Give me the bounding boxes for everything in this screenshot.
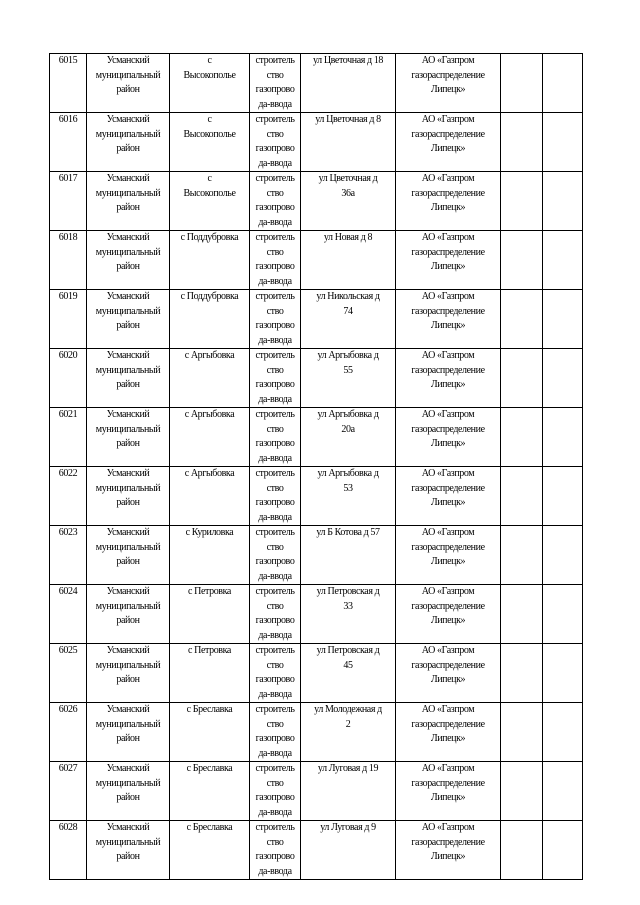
row-number-cell <box>50 408 87 467</box>
organization-text: АО «Газпром газораспределение Липецк» <box>411 586 485 626</box>
row-number-text: 6019 <box>58 291 78 302</box>
work-type-text: строитель ство газопрово да-ввода <box>255 232 295 287</box>
work-type-cell <box>250 172 301 231</box>
organization-cell <box>396 703 501 762</box>
row-number-text: 6021 <box>58 409 78 420</box>
settlement-cell <box>170 703 250 762</box>
table-row <box>50 113 583 172</box>
settlement-cell <box>170 526 250 585</box>
table-row <box>50 290 583 349</box>
district-text: Усманский муниципальный район <box>95 822 161 862</box>
work-type-cell <box>250 290 301 349</box>
organization-cell <box>396 290 501 349</box>
gas-connection-table <box>49 53 583 880</box>
organization-text: АО «Газпром газораспределение Липецк» <box>411 409 485 449</box>
empty-cell <box>501 762 543 821</box>
empty-cell <box>543 762 583 821</box>
table-row <box>50 762 583 821</box>
district-text: Усманский муниципальный район <box>95 232 161 272</box>
address-text: ул Цветочная д 36а <box>318 173 378 199</box>
settlement-text: с Поддубровка <box>180 291 239 302</box>
work-type-text: строитель ство газопрово да-ввода <box>255 55 295 110</box>
row-number-cell <box>50 172 87 231</box>
district-text: Усманский муниципальный район <box>95 763 161 803</box>
work-type-text: строитель ство газопрово да-ввода <box>255 704 295 759</box>
work-type-text: строитель ство газопрово да-ввода <box>255 586 295 641</box>
address-text: ул Луговая д 9 <box>320 822 376 833</box>
work-type-text: строитель ство газопрово да-ввода <box>255 409 295 464</box>
work-type-cell <box>250 349 301 408</box>
empty-cell <box>501 526 543 585</box>
organization-cell <box>396 467 501 526</box>
address-text: ул Луговая д 19 <box>317 763 379 774</box>
empty-cell <box>543 113 583 172</box>
address-text: ул Цветочная д 18 <box>312 55 384 66</box>
address-cell <box>301 762 396 821</box>
settlement-text: с Поддубровка <box>180 232 239 243</box>
empty-cell <box>543 644 583 703</box>
empty-cell <box>501 585 543 644</box>
district-text: Усманский муниципальный район <box>95 55 161 95</box>
row-number-cell <box>50 54 87 113</box>
settlement-text: с Аргыбовка <box>184 350 235 361</box>
empty-cell <box>501 113 543 172</box>
row-number-text: 6024 <box>58 586 78 597</box>
empty-cell <box>501 172 543 231</box>
work-type-cell <box>250 703 301 762</box>
settlement-text: с Высокополье <box>183 114 236 140</box>
organization-cell <box>396 526 501 585</box>
empty-cell <box>501 349 543 408</box>
district-text: Усманский муниципальный район <box>95 114 161 154</box>
work-type-text: строитель ство газопрово да-ввода <box>255 763 295 818</box>
settlement-text: с Высокополье <box>183 55 236 81</box>
address-cell <box>301 54 396 113</box>
district-cell <box>87 526 170 585</box>
table-row <box>50 349 583 408</box>
address-text: ул Аргыбовка д 53 <box>317 468 379 494</box>
district-cell <box>87 113 170 172</box>
district-cell <box>87 585 170 644</box>
settlement-text: с Аргыбовка <box>184 468 235 479</box>
settlement-cell <box>170 349 250 408</box>
address-cell <box>301 526 396 585</box>
district-cell <box>87 290 170 349</box>
row-number-cell <box>50 762 87 821</box>
table-row <box>50 467 583 526</box>
work-type-text: строитель ство газопрово да-ввода <box>255 822 295 877</box>
empty-cell <box>543 54 583 113</box>
work-type-cell <box>250 408 301 467</box>
table-row <box>50 54 583 113</box>
settlement-cell <box>170 54 250 113</box>
row-number-text: 6028 <box>58 822 78 833</box>
address-text: ул Б Котова д 57 <box>316 527 380 538</box>
organization-cell <box>396 231 501 290</box>
row-number-text: 6027 <box>58 763 78 774</box>
work-type-cell <box>250 762 301 821</box>
settlement-cell <box>170 821 250 880</box>
address-cell <box>301 644 396 703</box>
table-row <box>50 703 583 762</box>
address-cell <box>301 821 396 880</box>
address-cell <box>301 703 396 762</box>
address-cell <box>301 585 396 644</box>
empty-cell <box>543 526 583 585</box>
address-text: ул Аргыбовка д 55 <box>317 350 379 376</box>
district-cell <box>87 644 170 703</box>
district-text: Усманский муниципальный район <box>95 527 161 567</box>
empty-cell <box>543 585 583 644</box>
table-row <box>50 231 583 290</box>
row-number-text: 6018 <box>58 232 78 243</box>
work-type-cell <box>250 113 301 172</box>
row-number-cell <box>50 585 87 644</box>
empty-cell <box>543 231 583 290</box>
table-row <box>50 172 583 231</box>
organization-cell <box>396 408 501 467</box>
table-body <box>50 54 583 880</box>
empty-cell <box>543 408 583 467</box>
district-cell <box>87 703 170 762</box>
organization-text: АО «Газпром газораспределение Липецк» <box>411 232 485 272</box>
organization-text: АО «Газпром газораспределение Липецк» <box>411 527 485 567</box>
empty-cell <box>501 231 543 290</box>
settlement-text: с Куриловка <box>185 527 234 538</box>
district-text: Усманский муниципальный район <box>95 409 161 449</box>
table-row <box>50 644 583 703</box>
settlement-text: с Петровка <box>188 586 231 597</box>
row-number-cell <box>50 231 87 290</box>
organization-text: АО «Газпром газораспределение Липецк» <box>411 704 485 744</box>
organization-text: АО «Газпром газораспределение Липецк» <box>411 114 485 154</box>
organization-text: АО «Газпром газораспределение Липецк» <box>411 822 485 862</box>
row-number-text: 6015 <box>58 55 78 66</box>
organization-cell <box>396 644 501 703</box>
empty-cell <box>543 349 583 408</box>
organization-text: АО «Газпром газораспределение Липецк» <box>411 173 485 213</box>
organization-cell <box>396 172 501 231</box>
table-row <box>50 526 583 585</box>
settlement-cell <box>170 408 250 467</box>
work-type-cell <box>250 644 301 703</box>
work-type-text: строитель ство газопрово да-ввода <box>255 527 295 582</box>
district-cell <box>87 762 170 821</box>
work-type-cell <box>250 526 301 585</box>
district-text: Усманский муниципальный район <box>95 468 161 508</box>
row-number-cell <box>50 113 87 172</box>
empty-cell <box>501 290 543 349</box>
organization-cell <box>396 585 501 644</box>
empty-cell <box>501 408 543 467</box>
address-text: ул Молодежная д 2 <box>314 704 382 730</box>
empty-cell <box>543 290 583 349</box>
organization-text: АО «Газпром газораспределение Липецк» <box>411 350 485 390</box>
district-cell <box>87 54 170 113</box>
work-type-text: строитель ство газопрово да-ввода <box>255 114 295 169</box>
address-cell <box>301 172 396 231</box>
work-type-cell <box>250 467 301 526</box>
empty-cell <box>543 821 583 880</box>
address-cell <box>301 290 396 349</box>
empty-cell <box>543 467 583 526</box>
organization-cell <box>396 821 501 880</box>
district-cell <box>87 821 170 880</box>
address-text: ул Аргыбовка д 20а <box>317 409 379 435</box>
empty-cell <box>543 703 583 762</box>
row-number-cell <box>50 467 87 526</box>
settlement-text: с Аргыбовка <box>184 409 235 420</box>
table-row <box>50 408 583 467</box>
settlement-cell <box>170 644 250 703</box>
settlement-cell <box>170 585 250 644</box>
address-text: ул Петровская д 45 <box>316 645 380 671</box>
district-cell <box>87 408 170 467</box>
settlement-cell <box>170 467 250 526</box>
district-cell <box>87 231 170 290</box>
table-row <box>50 821 583 880</box>
address-text: ул Никольская д 74 <box>316 291 380 317</box>
row-number-cell <box>50 526 87 585</box>
address-cell <box>301 113 396 172</box>
row-number-cell <box>50 290 87 349</box>
work-type-text: строитель ство газопрово да-ввода <box>255 468 295 523</box>
work-type-cell <box>250 585 301 644</box>
settlement-cell <box>170 113 250 172</box>
settlement-text: с Петровка <box>188 645 231 656</box>
row-number-text: 6026 <box>58 704 78 715</box>
district-cell <box>87 349 170 408</box>
district-text: Усманский муниципальный район <box>95 350 161 390</box>
district-cell <box>87 172 170 231</box>
settlement-text: с Бреславка <box>186 763 233 774</box>
settlement-text: с Бреславка <box>186 822 233 833</box>
address-text: ул Цветочная д 8 <box>315 114 381 125</box>
address-cell <box>301 408 396 467</box>
table-row <box>50 585 583 644</box>
organization-cell <box>396 113 501 172</box>
row-number-text: 6020 <box>58 350 78 361</box>
work-type-text: строитель ство газопрово да-ввода <box>255 645 295 700</box>
settlement-cell <box>170 231 250 290</box>
organization-text: АО «Газпром газораспределение Липецк» <box>411 763 485 803</box>
district-text: Усманский муниципальный район <box>95 291 161 331</box>
district-text: Усманский муниципальный район <box>95 645 161 685</box>
empty-cell <box>501 644 543 703</box>
settlement-text: с Высокополье <box>183 173 236 199</box>
address-cell <box>301 349 396 408</box>
row-number-cell <box>50 821 87 880</box>
organization-text: АО «Газпром газораспределение Липецк» <box>411 468 485 508</box>
row-number-text: 6017 <box>58 173 78 184</box>
organization-text: АО «Газпром газораспределение Липецк» <box>411 291 485 331</box>
empty-cell <box>501 821 543 880</box>
row-number-text: 6022 <box>58 468 78 479</box>
settlement-cell <box>170 290 250 349</box>
address-text: ул Петровская д 33 <box>316 586 380 612</box>
address-cell <box>301 467 396 526</box>
address-text: ул Новая д 8 <box>323 232 373 243</box>
organization-text: АО «Газпром газораспределение Липецк» <box>411 55 485 95</box>
district-text: Усманский муниципальный район <box>95 173 161 213</box>
district-cell <box>87 467 170 526</box>
work-type-text: строитель ство газопрово да-ввода <box>255 350 295 405</box>
organization-cell <box>396 762 501 821</box>
organization-cell <box>396 54 501 113</box>
row-number-cell <box>50 703 87 762</box>
work-type-text: строитель ство газопрово да-ввода <box>255 291 295 346</box>
work-type-text: строитель ство газопрово да-ввода <box>255 173 295 228</box>
work-type-cell <box>250 821 301 880</box>
work-type-cell <box>250 231 301 290</box>
work-type-cell <box>250 54 301 113</box>
settlement-cell <box>170 762 250 821</box>
row-number-cell <box>50 349 87 408</box>
empty-cell <box>501 467 543 526</box>
organization-cell <box>396 349 501 408</box>
organization-text: АО «Газпром газораспределение Липецк» <box>411 645 485 685</box>
settlement-cell <box>170 172 250 231</box>
row-number-cell <box>50 644 87 703</box>
empty-cell <box>543 172 583 231</box>
district-text: Усманский муниципальный район <box>95 586 161 626</box>
row-number-text: 6025 <box>58 645 78 656</box>
row-number-text: 6023 <box>58 527 78 538</box>
address-cell <box>301 231 396 290</box>
empty-cell <box>501 54 543 113</box>
empty-cell <box>501 703 543 762</box>
row-number-text: 6016 <box>58 114 78 125</box>
district-text: Усманский муниципальный район <box>95 704 161 744</box>
settlement-text: с Бреславка <box>186 704 233 715</box>
